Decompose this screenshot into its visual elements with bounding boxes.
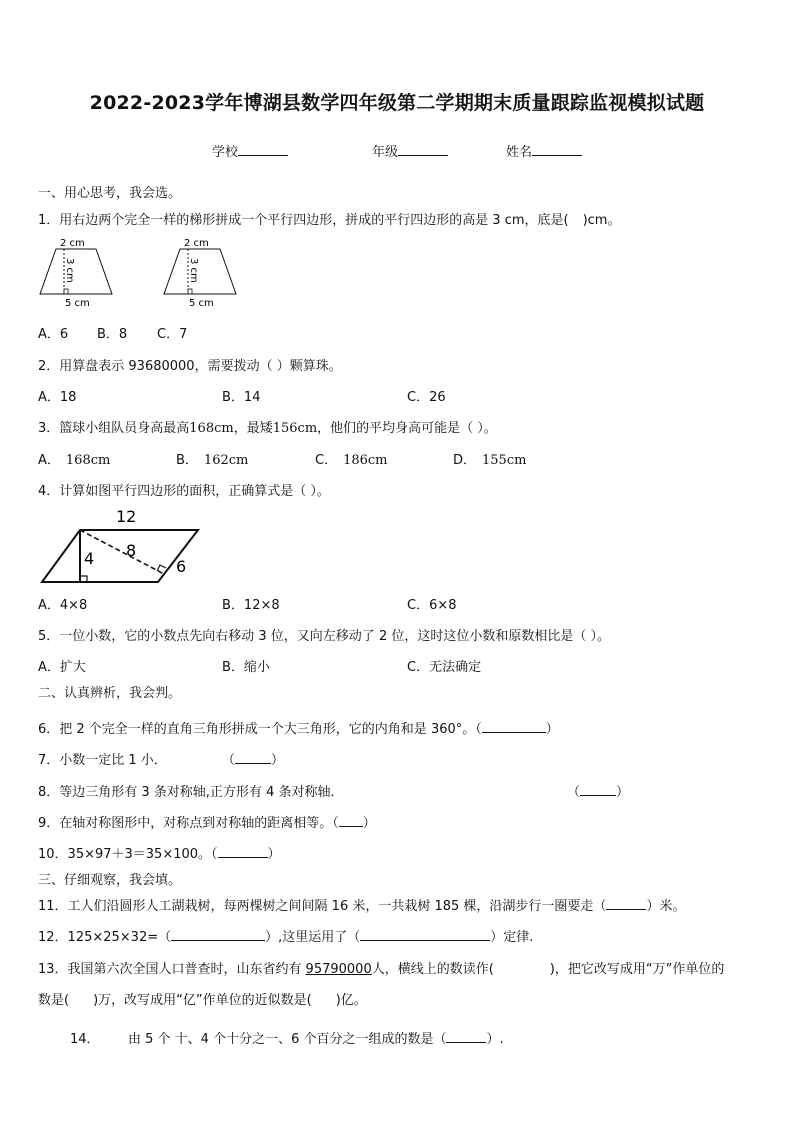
q3-option-d-label: D． [453, 453, 477, 468]
q2-option-b[interactable]: B．14 [222, 390, 261, 405]
grade-field [372, 141, 448, 160]
question-7-open: （ [222, 753, 236, 768]
page-title: 2022-2023学年博湖县数学四年级第二学期期末质量跟踪监视模拟试题 [89, 92, 705, 114]
question-13-text-d: 数是( [38, 993, 70, 1008]
question-3 [38, 417, 497, 436]
question-10-blank[interactable] [218, 845, 268, 858]
question-13-text-f: )亿。 [335, 993, 367, 1008]
question-8-end: ） [616, 785, 630, 800]
school-field [212, 141, 288, 160]
q3-option-d-value: 155cm [482, 453, 527, 468]
question-7-blank[interactable] [235, 751, 271, 764]
q3-option-a[interactable] [38, 449, 110, 468]
question-3-text: 3．篮球小组队员身高最高 [38, 421, 190, 436]
question-8-blank[interactable] [580, 783, 616, 796]
name-label: 姓名 [506, 145, 533, 160]
question-7-end: ） [271, 753, 285, 768]
question-12-text-b: ）,这里运用了（ [265, 930, 361, 945]
question-11 [38, 895, 685, 914]
q1-option-c[interactable]: C．7 [157, 327, 188, 342]
question-10-end: ） [267, 847, 281, 862]
grade-blank[interactable] [398, 143, 448, 156]
question-3-max-height: 168cm [189, 421, 234, 436]
question-6-text: 6．把 2 个完全一样的直角三角形拼成一个大三角形，它的内角和是 360°。（ [38, 722, 482, 737]
question-13-text-c: )，把它改写成用“万”作单位的 [549, 962, 725, 977]
q3-option-c-label: C． [315, 453, 338, 468]
question-9-blank[interactable] [339, 814, 363, 827]
question-14 [128, 1028, 504, 1047]
q3-option-b[interactable] [176, 449, 248, 468]
question-1-height: 3 cm [492, 213, 525, 228]
question-3-text-b: ，最矮 [233, 421, 273, 436]
question-7 [38, 749, 167, 768]
trapezoid-left [40, 238, 112, 309]
question-11-end: ）米。 [646, 899, 686, 914]
question-6 [38, 718, 559, 737]
question-13-text: 13．我国第六次全国人口普查时，山东省约有 [38, 962, 302, 977]
parallelogram-figure [38, 504, 208, 588]
question-3-text-c: ，他们的平均身高可能是（ ）。 [317, 421, 497, 436]
trapezoid-figures [36, 236, 246, 310]
question-12 [38, 926, 533, 945]
question-14-number: 14． [70, 1032, 100, 1047]
school-blank[interactable] [238, 143, 288, 156]
question-8-open: （ [567, 785, 581, 800]
question-10 [38, 843, 281, 862]
parallelogram-side-label: 6 [176, 557, 187, 576]
q3-option-a-label: A． [38, 453, 60, 468]
question-11-blank[interactable] [606, 897, 646, 910]
name-field [506, 141, 582, 160]
question-13 [38, 958, 724, 977]
question-6-blank[interactable] [482, 720, 546, 733]
q3-option-a-value: 168cm [65, 453, 111, 468]
question-9 [38, 812, 376, 831]
q5-option-a[interactable]: A．扩大 [38, 660, 86, 675]
q3-option-c[interactable] [315, 449, 388, 468]
question-9-text: 9．在轴对称图形中，对称点到对称轴的距离相等。（ [38, 816, 339, 831]
trapezoid-right-height-label: 3 cm [188, 258, 199, 283]
question-8 [38, 781, 343, 800]
question-8-text: 8．等边三角形有 3 条对称轴,正方形有 4 条对称轴． [38, 785, 344, 800]
question-1-text: 1．用右边两个完全一样的梯形拼成一个平行四边形，拼成的平行四边形的高是 [38, 213, 489, 228]
name-blank[interactable] [532, 143, 582, 156]
question-8-answer [567, 781, 629, 800]
trapezoid-right-top-label: 2 cm [184, 238, 209, 249]
parallelogram-height-label: 4 [84, 549, 95, 568]
question-13-text-e: )万，改写成用“亿”作单位的近似数是( [93, 993, 312, 1008]
q1-option-b[interactable]: B．8 [97, 327, 128, 342]
question-13-text-b: 人，横线上的数读作( [371, 962, 494, 977]
question-9-end: ） [362, 816, 376, 831]
q2-option-a[interactable]: A．18 [38, 390, 77, 405]
question-7-text: 7．小数一定比 1 小． [38, 753, 167, 768]
section-2-heading: 二、认真辨析，我会判。 [38, 686, 182, 701]
question-2: 2．用算盘表示 93680000，需要拨动（ ）颗算珠。 [38, 359, 342, 374]
q1-option-a[interactable]: A．6 [38, 327, 69, 342]
question-12-text: 12．125×25×32=（ [38, 930, 172, 945]
question-14-end: ）. [486, 1032, 504, 1047]
section-3-heading: 三、仔细观察，我会填。 [38, 873, 182, 888]
q2-option-c[interactable]: C．26 [407, 390, 446, 405]
question-4: 4．计算如图平行四边形的面积，正确算式是（ ）。 [38, 484, 330, 499]
q4-option-a[interactable]: A．4×8 [38, 598, 88, 613]
question-10-text: 10．35×97＋3＝35×100。（ [38, 847, 218, 862]
q3-option-d[interactable] [453, 449, 526, 468]
q5-option-b[interactable]: B．缩小 [222, 660, 270, 675]
question-13-number: 95790000 [305, 962, 372, 977]
question-6-end: ） [545, 722, 559, 737]
grade-label: 年级 [372, 145, 399, 160]
question-5: 5．一位小数，它的小数点先向右移动 3 位，又向左移动了 2 位，这时这位小数和原数相比是（ ）。 [38, 629, 610, 644]
question-1 [38, 209, 620, 228]
question-14-blank[interactable] [446, 1030, 486, 1043]
q5-option-c[interactable]: C．无法确定 [407, 660, 482, 675]
trapezoid-left-height-label: 3 cm [64, 258, 75, 283]
q4-option-c[interactable]: C．6×8 [407, 598, 457, 613]
question-11-text: 11．工人们沿圆形人工湖栽树，每两棵树之间间隔 16 米，一共栽树 185 棵，沿湖步行一圈要走（ [38, 899, 607, 914]
trapezoid-left-top-label: 2 cm [60, 238, 85, 249]
parallelogram-top-label: 12 [116, 507, 137, 526]
question-12-blank-1[interactable] [171, 928, 265, 941]
section-1-heading: 一、用心思考，我会选。 [38, 186, 182, 201]
question-1-text-c: )cm。 [582, 213, 621, 228]
question-12-text-c: ）定律. [490, 930, 534, 945]
q3-option-c-value: 186cm [343, 453, 388, 468]
question-13-line-2 [38, 989, 367, 1008]
question-7-answer [222, 749, 284, 768]
school-label: 学校 [212, 145, 239, 160]
question-1-text-b: ，底是( [524, 213, 569, 228]
question-14-text: 由 5 个 十、4 个十分之一、6 个百分之一组成的数是（ [128, 1032, 447, 1047]
q3-option-b-label: B． [176, 453, 198, 468]
trapezoid-right-bottom-label: 5 cm [189, 298, 214, 309]
question-3-min-height: 156cm [272, 421, 318, 436]
question-12-blank-2[interactable] [360, 928, 490, 941]
q3-option-b-value: 162cm [203, 453, 249, 468]
parallelogram-diagonal-label: 8 [126, 541, 137, 560]
trapezoid-left-bottom-label: 5 cm [65, 298, 90, 309]
trapezoid-right [164, 238, 236, 309]
q4-option-b[interactable]: B．12×8 [222, 598, 280, 613]
